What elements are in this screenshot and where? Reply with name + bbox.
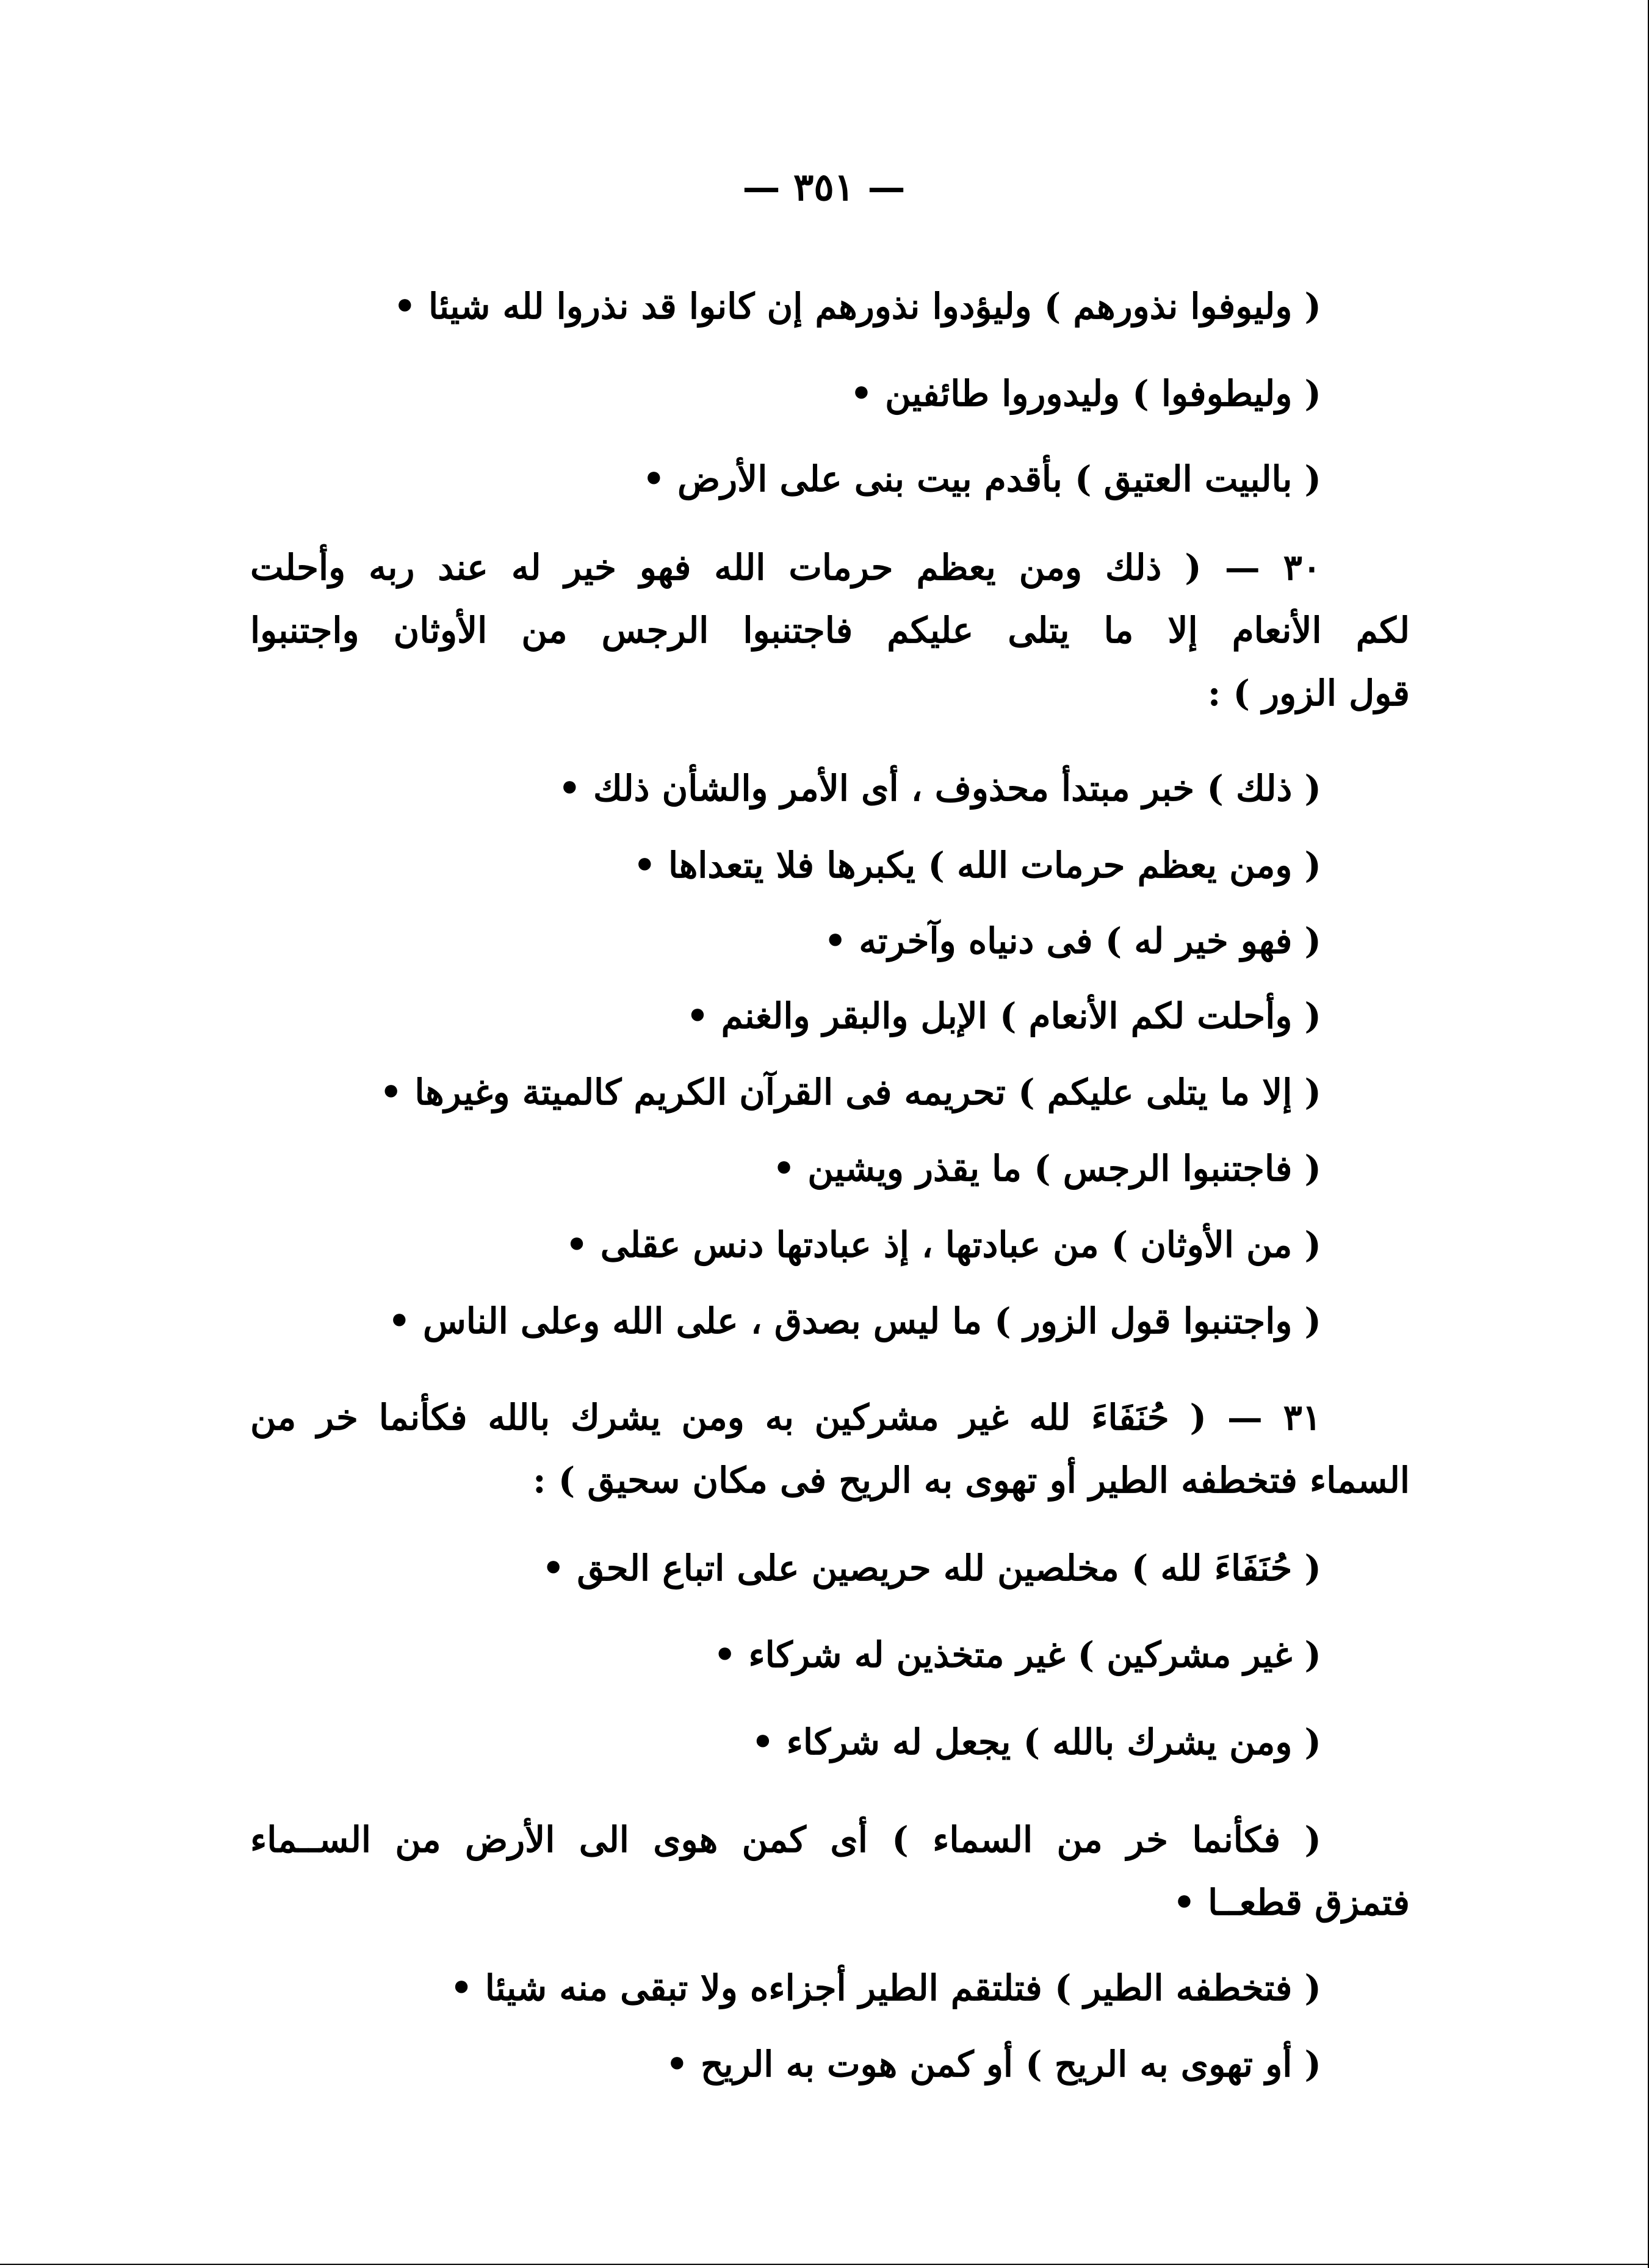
text-line-8: ( ومن يعظم حرمات الله ) يكبرها فلا يتعداها • — [633, 844, 1321, 886]
text-line-20: ( فكأنما خر من السماء ) أى كمن هوى الى الأرض من الســماء — [250, 1819, 1321, 1860]
verse-30-line-2: لكم الأنعام إلا ما يتلى عليكم فاجتنبوا الرجس من الأوثان واجتنبوا — [250, 610, 1410, 651]
text-line-17: ( حُنَفَاءَ لله ) مخلصين لله حريصين على اتباع الحق • — [542, 1547, 1321, 1589]
text-line-19: ( ومن يشرك بالله ) يجعل له شركاء • — [751, 1721, 1321, 1763]
page-bottom-border — [0, 2264, 1649, 2265]
text-line-22: ( فتخطفه الطير ) فتلتقم الطير أجزاءه ولا تبقى منه شيئا • — [450, 1967, 1321, 2009]
verse-30-line-1: ٣٠ — ( ذلك ومن يعظم حرمات الله فهو خير له عند ربه وأحلت — [250, 547, 1321, 588]
text-line-1: ( وليوفوا نذورهم ) وليؤدوا نذورهم إن كانوا قد نذروا لله شيئا • — [393, 286, 1321, 327]
text-line-7: ( ذلك ) خبر مبتدأ محذوف ، أى الأمر والشأن ذلك • — [558, 768, 1321, 809]
verse-31-line-2: السماء فتخطفه الطير أو تهوى به الريح فى مكان سحيق ) : — [533, 1460, 1410, 1501]
text-line-9: ( فهو خير له ) فى دنياه وآخرته • — [824, 920, 1321, 962]
text-line-12: ( فاجتنبوا الرجس ) ما يقذر ويشين • — [773, 1148, 1321, 1189]
text-line-21: فتمزق قطعــا • — [1172, 1882, 1410, 1923]
text-line-3: ( بالبيت العتيق ) بأقدم بيت بنى على الأرض • — [642, 458, 1321, 500]
text-line-11: ( إلا ما يتلى عليكم ) تحريمه فى القرآن الكريم كالميتة وغيرها • — [380, 1071, 1321, 1113]
text-line-13: ( من الأوثان ) من عبادتها ، إذ عبادتها دنس عقلى • — [565, 1224, 1321, 1265]
text-line-18: ( غير مشركين ) غير متخذين له شركاء • — [713, 1634, 1321, 1676]
page-number: — ٣٥١ — — [742, 165, 906, 209]
verse-31-line-1: ٣١ — ( حُنَفَاءَ لله غير مشركين به ومن يشرك بالله فكأنما خر من — [250, 1397, 1321, 1438]
verse-30-line-3: قول الزور ) : — [1207, 672, 1410, 714]
text-line-14: ( واجتنبوا قول الزور ) ما ليس بصدق ، على الله وعلى الناس • — [388, 1300, 1321, 1342]
text-line-2: ( وليطوفوا ) وليدوروا طائفين • — [850, 373, 1321, 414]
text-line-10: ( وأحلت لكم الأنعام ) الإبل والبقر والغنم • — [686, 995, 1321, 1037]
text-line-23: ( أو تهوى به الريح ) أو كمن هوت به الريح • — [665, 2043, 1321, 2085]
